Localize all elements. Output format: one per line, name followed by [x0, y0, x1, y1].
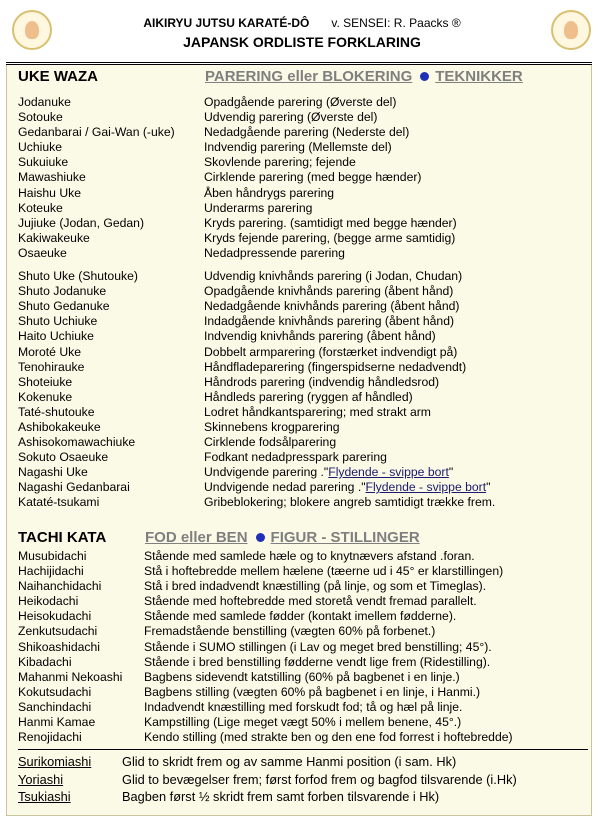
definition-emphasis: Flydende - svippe bort	[328, 465, 449, 480]
term-row	[18, 405, 588, 420]
term-row	[18, 465, 588, 480]
term-definition	[204, 95, 396, 110]
definition-text: Indvendig knivhånds parering (åbent hånd)	[204, 329, 436, 344]
term-name: Sukuiuke	[18, 155, 69, 170]
definition-text: Glid to skridt frem og av samme Hanmi position (i sam. Hk)	[122, 754, 457, 769]
definition-end: "	[448, 465, 454, 480]
term-definition	[204, 495, 495, 510]
term-name: Jujiuke (Jodan, Gedan)	[18, 215, 145, 230]
term-name: Gedanbarai / Gai-Wan (-uke)	[18, 125, 175, 140]
term-name: Hanmi Kamae	[18, 715, 96, 730]
term-name: Jodanuke	[18, 95, 71, 109]
term-name: Tenohirauke	[18, 359, 85, 374]
definition-text: Fremadstående benstilling (vægten 60% på forbenet.)	[144, 624, 436, 639]
term-name: Haito Uchiuke	[18, 329, 94, 344]
definition-text: Stående med samlede hæle og to knytnævers afstand .foran.	[144, 549, 475, 563]
header-line-1	[0, 16, 604, 30]
term-definition	[204, 216, 457, 231]
definition-text: Håndleds parering (ryggen af håndled)	[204, 389, 413, 404]
definition-text: Lodret håndkantsparering; med strakt arm	[204, 404, 431, 419]
term-row	[18, 640, 588, 655]
term-definition	[204, 231, 455, 246]
term-name: Hachijidachi	[18, 564, 84, 579]
term-name: Shoteiuke	[18, 374, 73, 389]
term-row	[18, 771, 588, 789]
definition-text: Bagben først ½ skridt frem samt forben tilsvarende i Hk)	[122, 789, 440, 804]
school-name: AIKIRYU JUTSU KARATÉ-DÔ	[143, 16, 310, 30]
term-name: Shuto Uke (Shutouke)	[18, 269, 138, 284]
tachi-kata-term-list	[18, 549, 588, 745]
term-row	[18, 655, 588, 670]
term-name: Haishu Uke	[18, 185, 81, 200]
term-row	[18, 375, 588, 390]
term-name: Musubidachi	[18, 549, 87, 563]
term-definition	[204, 360, 466, 375]
term-row	[18, 480, 588, 495]
term-name: Osaeuke	[18, 245, 67, 260]
definition-text: Kendo stilling (med strakte ben og den ene fod forrest i hoftebredde)	[144, 730, 513, 745]
term-row	[18, 420, 588, 435]
term-definition	[204, 420, 340, 435]
definition-text: Undvigende parering ."	[204, 465, 329, 480]
term-definition	[122, 788, 439, 806]
bullet-icon	[256, 533, 265, 542]
term-name: Nagashi Gedanbarai	[18, 480, 130, 495]
term-row	[18, 624, 588, 639]
definition-text: Kryds parering. (samtidigt med begge hænder)	[204, 215, 457, 230]
subheading-part-a: PARERING eller BLOKERING	[205, 68, 413, 85]
term-name: Uchiuke	[18, 140, 63, 155]
definition-text: Nedadpressende parering	[204, 245, 345, 260]
definition-text: Bagbens stilling (vægten 60% på bagbenet i en linje, i Hanmi.)	[144, 684, 481, 699]
term-name: Renojidachi	[18, 730, 82, 745]
bullet-icon	[420, 72, 429, 81]
term-row	[18, 329, 588, 344]
term-definition	[144, 594, 477, 609]
term-row	[18, 670, 588, 685]
term-row	[18, 95, 588, 110]
term-row	[18, 314, 588, 329]
term-definition	[144, 579, 486, 594]
term-row	[18, 269, 588, 284]
term-name: Kibadachi	[18, 654, 72, 669]
term-definition	[204, 390, 413, 405]
term-row	[18, 299, 588, 314]
term-definition	[204, 465, 453, 480]
term-name: Heisokudachi	[18, 609, 92, 624]
term-row	[18, 246, 588, 261]
term-definition	[204, 435, 336, 450]
definition-text: Håndfladeparering (fingerspidserne nedadvendt)	[204, 359, 467, 374]
definition-text: Cirklende parering (med begge hænder)	[204, 170, 422, 185]
term-name: Mahanmi Nekoashi	[18, 669, 123, 684]
term-row	[18, 495, 588, 510]
term-name: Shikoashidachi	[18, 639, 100, 654]
term-definition	[204, 170, 421, 185]
term-name: Sotouke	[18, 110, 63, 125]
term-name: Shuto Uchiuke	[18, 314, 98, 329]
term-name: Kokutsudachi	[18, 684, 92, 699]
term-row	[18, 110, 588, 125]
term-name: Mawashiuke	[18, 170, 86, 185]
definition-text: Udvendig knivhånds parering (i Jodan, Chudan)	[204, 269, 463, 284]
subheading-part-a: FOD eller BEN	[145, 529, 248, 546]
term-definition	[204, 201, 312, 216]
definition-text: Stående i SUMO stillingen (i Lav og meget bred benstilling; 45°).	[144, 639, 492, 654]
term-definition	[204, 110, 377, 125]
definition-text: Indadvendt knæstilling med forskudt fod; tå og hæl på linje.	[144, 699, 463, 714]
term-definition	[144, 624, 435, 639]
term-row	[18, 579, 588, 594]
term-name: Ashibokakeuke	[18, 419, 101, 434]
definition-text: Kampstilling (Lige meget vægt 50% i mellem benene, 45°.)	[144, 715, 462, 730]
term-definition	[204, 140, 392, 155]
term-definition	[204, 405, 431, 420]
term-name: Surikomiashi	[18, 754, 92, 769]
term-name: Kataté-tsukami	[18, 495, 100, 510]
term-definition	[144, 685, 480, 700]
term-row	[18, 594, 588, 609]
sensei-credit: v. SENSEI: R. Paacks ®	[331, 16, 461, 30]
definition-text: Stå i hoftebredde mellem hælene (tæerne ud i 45° er klarstillingen)	[144, 564, 504, 579]
term-row	[18, 549, 588, 564]
term-definition	[144, 715, 461, 730]
term-definition	[144, 564, 503, 579]
definition-text: Glid to bevægelser frem; først forfod frem og bagfod tilsvarende (i.Hk)	[122, 771, 517, 787]
divider-rule	[18, 749, 588, 750]
term-definition	[144, 549, 475, 564]
definition-text: Bagbens sidevendt katstilling (60% på bagbenet i en linje.)	[144, 669, 460, 684]
term-definition	[144, 609, 456, 624]
term-definition	[204, 284, 453, 299]
definition-text: Nedadgående knivhånds parering (åbent hånd)	[204, 299, 460, 314]
definition-text: Indvendig parering (Mellemste del)	[204, 140, 392, 155]
definition-text: Kryds fejende parering, (begge arme samtidig)	[204, 230, 456, 245]
term-definition	[204, 299, 459, 314]
term-definition	[204, 186, 334, 201]
term-definition	[204, 375, 439, 390]
definition-text: Skinnebens krogparering	[204, 419, 340, 434]
section-heading-uke-waza: UKE WAZA	[18, 68, 98, 85]
term-definition	[204, 329, 436, 344]
definition-text: Håndrods parering (indvendig håndledsrod)	[204, 374, 440, 389]
term-definition	[204, 345, 457, 360]
term-name: Yoriashi	[18, 771, 64, 787]
definition-text: Underarms parering	[204, 200, 313, 215]
term-row	[18, 435, 588, 450]
definition-text: Stående i bred benstilling fødderne vendt lige frem (Ridestilling).	[144, 654, 491, 669]
definition-text: Stående med samlede fødder (kontakt imellem fødderne).	[144, 609, 457, 624]
term-name: Shuto Gedanuke	[18, 299, 110, 314]
term-name: Taté-shutouke	[18, 404, 95, 419]
term-row	[18, 345, 588, 360]
definition-text: Gribeblokering; blokere angreb samtidigt trække frem.	[204, 495, 496, 510]
term-row	[18, 201, 588, 216]
term-definition	[204, 314, 454, 329]
term-definition	[204, 125, 409, 140]
term-definition	[122, 771, 517, 789]
term-row	[18, 685, 588, 700]
definition-end: "	[486, 480, 491, 495]
uke-waza-term-list	[18, 95, 588, 511]
subheading-part-b: TEKNIKKER	[435, 68, 523, 85]
term-row	[18, 700, 588, 715]
term-definition	[204, 246, 345, 261]
term-row	[18, 715, 588, 730]
definition-text: Indadgående knivhånds parering (åbent hånd)	[204, 314, 455, 329]
term-name: Ashisokomawachiuke	[18, 435, 136, 450]
term-row	[18, 753, 588, 771]
term-row	[18, 609, 588, 624]
term-name: Shuto Jodanuke	[18, 284, 107, 299]
definition-text: Udvendig parering (Øverste del)	[204, 110, 378, 125]
term-row	[18, 170, 588, 185]
term-row	[18, 450, 588, 465]
term-row	[18, 140, 588, 155]
term-row	[18, 125, 588, 140]
section-subheading-uke-waza	[205, 68, 523, 85]
term-name: Moroté Uke	[18, 344, 81, 359]
definition-text: Åben håndrygs parering	[204, 185, 335, 200]
term-definition	[204, 480, 490, 495]
section-subheading-tachi-kata	[145, 529, 420, 546]
term-definition	[204, 269, 462, 284]
term-name: Zenkutsudachi	[18, 624, 98, 639]
definition-text: Stå i bred indadvendt knæstilling (på linje, og som et Timeglas).	[144, 579, 487, 594]
definition-text: Nedadgående parering (Nederste del)	[204, 125, 410, 140]
section-heading-tachi-kata: TACHI KATA	[18, 529, 107, 546]
term-row	[18, 360, 588, 375]
definition-text: Dobbelt armparering (forstærket indvendigt på)	[204, 344, 458, 359]
definition-text: Opadgående knivhånds parering (åbent hånd)	[204, 284, 454, 299]
term-name: Naihanchidachi	[18, 579, 102, 594]
term-row	[18, 788, 588, 806]
term-definition	[144, 655, 490, 670]
definition-text: Fodkant nedadpresspark parering	[204, 450, 387, 465]
term-row	[18, 284, 588, 299]
term-definition	[144, 640, 492, 655]
term-definition	[204, 450, 387, 465]
definition-text: Opadgående parering (Øverste del)	[204, 95, 397, 109]
term-name: Kokenuke	[18, 389, 73, 404]
definition-text: Skovlende parering; fejende	[204, 155, 356, 170]
subheading-part-b: FIGUR - STILLINGER	[270, 529, 420, 546]
term-row	[18, 231, 588, 246]
movement-term-list	[18, 753, 588, 806]
term-definition	[204, 155, 356, 170]
term-name: Koteuke	[18, 200, 63, 215]
term-definition	[144, 700, 462, 715]
term-row	[18, 155, 588, 170]
term-row	[18, 390, 588, 405]
term-name: Nagashi Uke	[18, 465, 88, 480]
term-name: Tsukiashi	[18, 789, 71, 804]
term-name: Sanchindachi	[18, 699, 92, 714]
definition-emphasis: Flydende - svippe bort	[365, 480, 487, 495]
term-row	[18, 186, 588, 201]
term-row	[18, 216, 588, 231]
term-definition	[144, 730, 513, 745]
term-name: Sokuto Osaeuke	[18, 450, 109, 465]
definition-text: Stående med hoftebredde med storetå vendt fremad parallelt.	[144, 594, 477, 609]
term-name: Heikodachi	[18, 594, 79, 609]
term-row	[18, 730, 588, 745]
document-title: JAPANSK ORDLISTE FORKLARING	[183, 34, 421, 50]
term-name: Kakiwakeuke	[18, 230, 90, 245]
term-row	[18, 564, 588, 579]
term-definition	[122, 753, 456, 771]
definition-text: Undvigende nedad parering ."	[204, 480, 366, 495]
term-definition	[144, 670, 460, 685]
definition-text: Cirklende fodsålparering	[204, 435, 337, 450]
